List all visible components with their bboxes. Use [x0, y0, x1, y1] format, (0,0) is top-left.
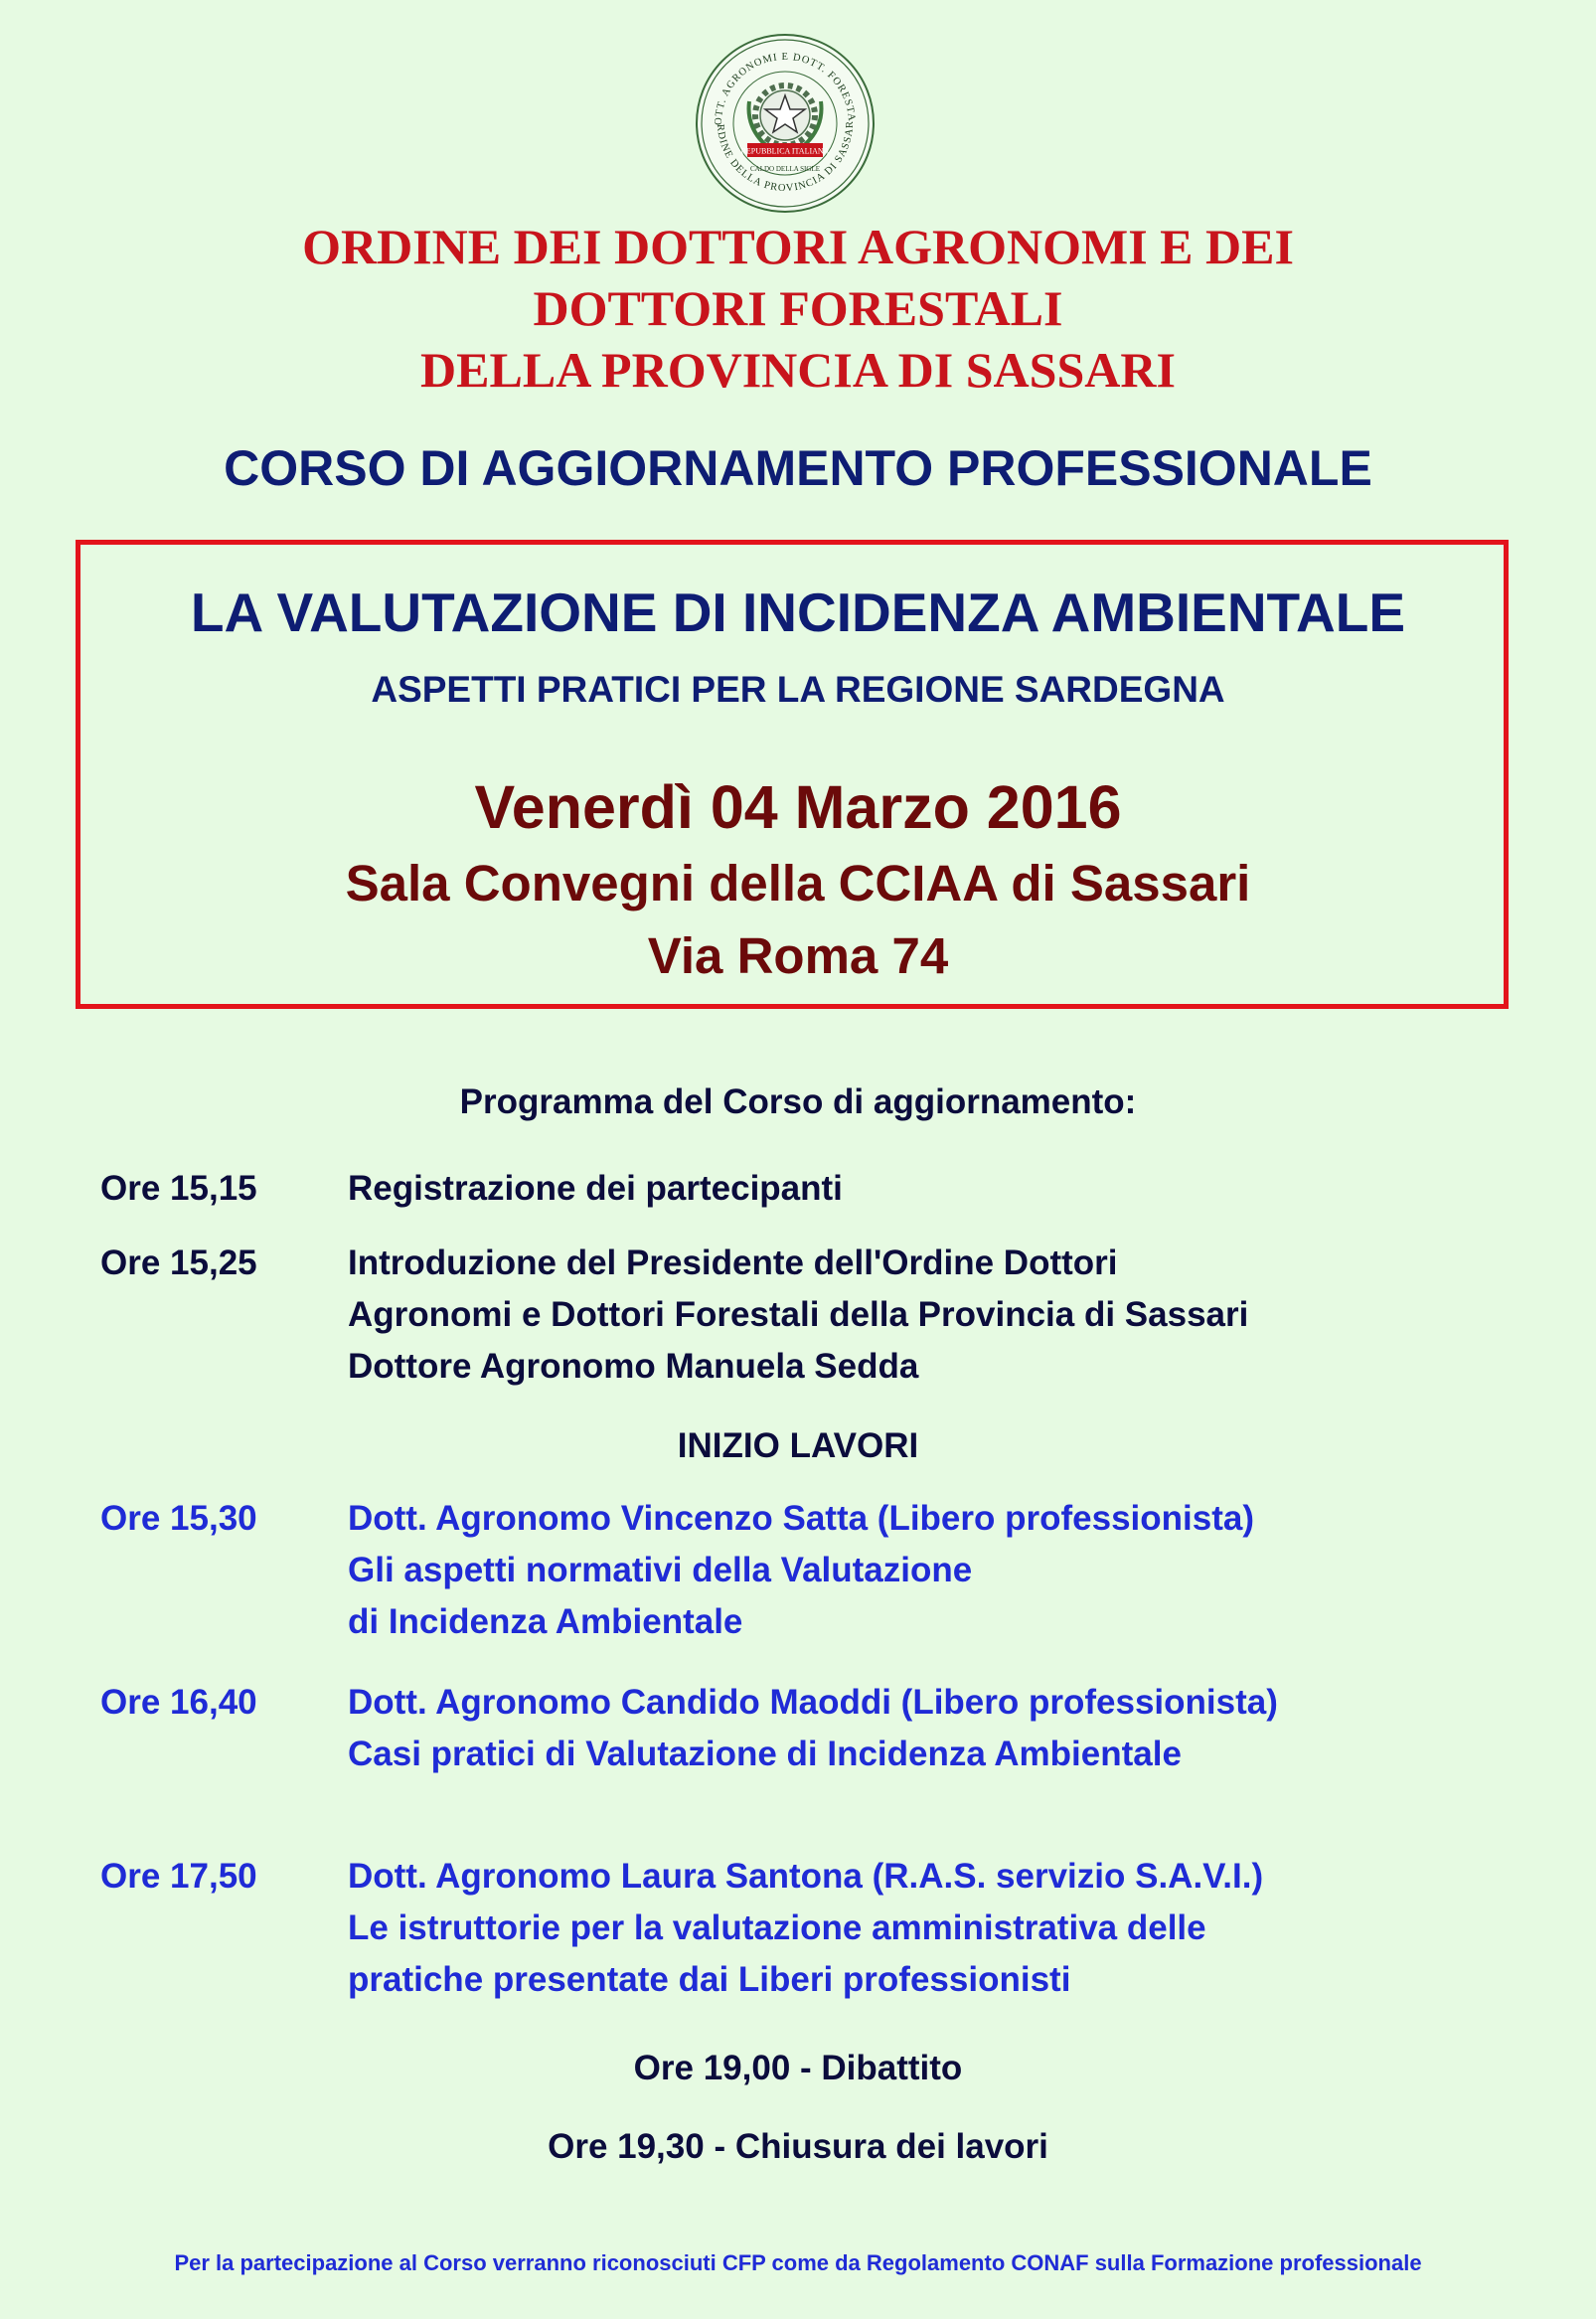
talk-line: Dott. Agronomo Vincenzo Satta (Libero professionista): [348, 1499, 1254, 1538]
talk-line: Dott. Agronomo Candido Maoddi (Libero professionista): [348, 1683, 1278, 1722]
event-venue: Sala Convegni della CCIAA di Sassari: [345, 855, 1251, 911]
program-item-line: Introduzione del Presidente dell'Ordine Dottori: [348, 1243, 1118, 1282]
org-name-line-2: DOTTORI FORESTALI: [533, 280, 1063, 336]
svg-text:REPUBBLICA ITALIANA: REPUBBLICA ITALIANA: [740, 146, 830, 156]
program-item-time: Ore 15,25: [100, 1243, 257, 1282]
org-name-line-3: DELLA PROVINCIA DI SASSARI: [420, 342, 1176, 398]
org-name-line-1: ORDINE DEI DOTTORI AGRONOMI E DEI: [302, 219, 1294, 274]
program-item-desc: [348, 1163, 1560, 1215]
closing-time: Ore 19,30 - Chiusura dei lavori: [548, 2127, 1048, 2166]
svg-text:CALDO DELLA SIGLE: CALDO DELLA SIGLE: [750, 165, 820, 173]
talk-line: Casi pratici di Valutazione di Incidenza Ambientale: [348, 1735, 1182, 1773]
svg-text:ORDINE DELLA PROVINCIA DI SASS: RDINE DELLA PROVINCIA DI SASSAR: [714, 119, 857, 195]
event-title: LA VALUTAZIONE DI INCIDENZA AMBIENTALE: [190, 581, 1406, 643]
talk-desc: [348, 1851, 1560, 2006]
talk-line: di Incidenza Ambientale: [348, 1602, 743, 1641]
program-item-line: Dottore Agronomo Manuela Sedda: [348, 1347, 919, 1386]
talk-desc: [348, 1493, 1560, 1648]
talk-line: Le istruttorie per la valutazione amministrativa delle: [348, 1908, 1206, 1947]
talk-line: Gli aspetti normativi della Valutazione: [348, 1551, 973, 1589]
event-subtitle: ASPETTI PRATICI PER LA REGIONE SARDEGNA: [371, 669, 1225, 710]
event-address: Via Roma 74: [647, 927, 949, 984]
event-date: Venerdì 04 Marzo 2016: [474, 773, 1122, 841]
talk-line: pratiche presentate dai Liberi professionisti: [348, 1960, 1071, 1999]
debate-time: Ore 19,00 - Dibattito: [633, 2049, 963, 2087]
program-heading: Programma del Corso di aggiornamento:: [459, 1082, 1137, 1121]
cfp-footer-note: Per la partecipazione al Corso verranno riconosciuti CFP come da Regolamento CONAF sulla Formazione professionale: [174, 2250, 1422, 2275]
program-item-time: Ore 15,15: [100, 1169, 257, 1208]
talk-desc: [348, 1677, 1560, 1780]
program-item-line: Agronomi e Dottori Forestali della Provincia di Sassari: [348, 1295, 1249, 1334]
program-item-line: Registrazione dei partecipanti: [348, 1169, 843, 1208]
svg-text:DOTT. AGRONOMI E DOTT. FORESTA: OTT. AGRONOMI E DOTT. FORESTA: [713, 51, 858, 126]
talk-time: Ore 16,40: [100, 1683, 257, 1722]
order-seal-logo: [694, 32, 877, 215]
talk-time: Ore 17,50: [100, 1857, 257, 1896]
course-type-heading: CORSO DI AGGIORNAMENTO PROFESSIONALE: [224, 440, 1372, 496]
talk-line: Dott. Agronomo Laura Santona (R.A.S. servizio S.A.V.I.): [348, 1857, 1264, 1896]
start-work-label: INIZIO LAVORI: [677, 1426, 919, 1465]
talk-time: Ore 15,30: [100, 1499, 257, 1538]
program-item-desc: [348, 1238, 1560, 1393]
